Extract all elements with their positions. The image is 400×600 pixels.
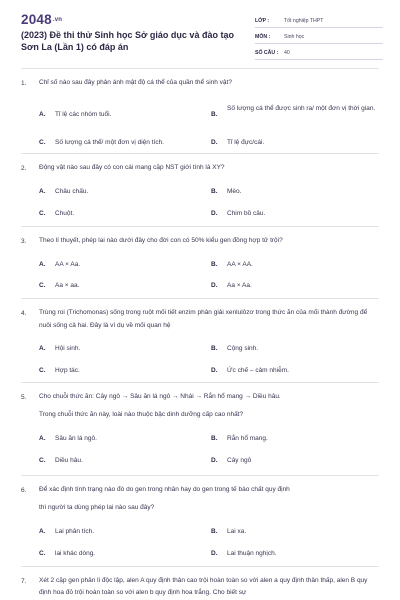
meta-row-count: [255, 46, 383, 60]
logo-suffix: .vn: [52, 17, 63, 24]
question-text: Động vật nào sau đây có con cái mang cặp NST giới tính là XY?: [39, 164, 225, 171]
divider: [21, 298, 379, 299]
meta-label: LỚP :: [255, 17, 270, 24]
question-number: 4.: [21, 310, 27, 317]
divider: [21, 566, 379, 567]
question-number: 3.: [21, 238, 27, 245]
meta-label: SỐ CÂU :: [255, 49, 279, 56]
exam-title: (2023) Đề thi thử Sinh học Sở giáo dục và đào tạo Sơn La (Lần 1) có đáp án: [21, 30, 234, 52]
question-number: 5.: [21, 394, 27, 401]
question-text: Xét 2 cặp gen phân li độc lập, alen A quy định thân cao trội hoàn toàn so với alen a quy định thân thấp, alen B quy định hoa đỏ trội hoàn toàn so với alen b quy định hoa trắng. Cho biết sự: [39, 577, 368, 596]
question-text: Trùng roi (Trichomonas) sống trong ruột mối tiết enzim phân giải xenlulôzơ trong thức ăn của mối thành đường để nuôi sống cả hai. Đây là ví dụ về mối quan hệ: [39, 309, 368, 329]
question-text-line2: thì người ta dùng phép lai nào sau đây?: [39, 504, 155, 511]
site-logo[interactable]: [21, 12, 62, 27]
question-text-line2: Trong chuỗi thức ăn này, loài nào thuộc bậc dinh dưỡng cấp cao nhất?: [39, 411, 244, 418]
divider: [21, 475, 379, 476]
page-header: [0, 0, 400, 62]
divider: [21, 226, 379, 227]
exam-meta: [255, 14, 383, 62]
question-number: 2.: [21, 165, 27, 172]
meta-value: 40: [284, 49, 290, 56]
question-text: Chỉ số nào sau đây phản ánh mật độ cá thể của quần thể sinh vật?: [39, 79, 232, 86]
question-text: Cho chuỗi thức ăn: Cây ngô → Sâu ăn lá ngô → Nhái → Rắn hổ mang → Diều hâu.: [39, 393, 281, 400]
meta-value: Tốt nghiệp THPT: [284, 17, 324, 24]
question-number: 6.: [21, 487, 27, 494]
question-text: Theo lí thuyết, phép lai nào dưới đây cho đời con có 50% kiểu gen đồng hợp tử trội?: [39, 237, 283, 244]
divider: [21, 153, 379, 154]
exam-page: 2048.vn (2023) Đề thi thử Sinh học Sở giáo dục và đào tạo Sơn La (Lần 1) có đáp án LỚP : Tốt nghiệp THPT MÔN : Sinh học SỐ CÂU : 40 1. Chỉ số nào sau đây phản ánh mật độ cá thể của quần thể sinh vật? A. Tỉ lệ các nhóm tuổi. B. Số lượng cá thể được sinh ra/ một đơn vị thời gian. C. Số lượng cá thể/ một đơn vị diện tích. D. Tỉ lệ đực/cái. 2. Động vật nào sau đây có con cái mang cặp NST giới tính là XY? A. Châu chấu. B. Mèo. C. Chuột. D. Chim bồ câu. 3. Theo lí thuyết, phép lai nào dưới đây cho đời con có 50% kiểu gen đồng hợp tử trội? A. AA × Aa. B. AA × AA. C. Aa × aa. D. Aa × Aa. 4. Trùng roi (Trichomonas) sống trong ruột mối tiết enzim phân giải xenlulôzơ trong thức ăn của mối thành đường để nuôi sống cả hai. Đây là ví dụ về mối quan hệ A. Hội sinh. B. Cộng sinh. C. Hợp tác. D. Ức chế – cảm nhiễm. 5. Cho chuỗi thức ăn: Cây ngô → Sâu ăn lá ngô → Nhái → Rắn hổ mang → Diều hâu. Trong chuỗi thức ăn này, loài nào thuộc bậc dinh dưỡng cấp cao nhất? A. Sâu ăn lá ngô. B. Rắn hổ mang. C. Diều hâu. D. Cây ngô 6. Để xác định tính trạng nào đó do gen trong nhân hay do gen trong tế bào chất quy định thì người ta dùng phép lai nào sau đây? A. Lai phân tích. B. Lai xa. C. lai khác dòng. D. Lai thuận nghịch. 7. Xét 2 cặp gen phân li độc lập, alen A quy định thân cao trội hoàn toàn so với alen a quy định thân thấp, alen B quy định hoa đỏ trội hoàn toàn so với alen b quy định hoa trắng. Cho biết sự: [0, 0, 400, 600]
question-number: 1.: [21, 80, 27, 87]
divider: [21, 68, 379, 69]
meta-row-subject: [255, 30, 383, 44]
question-text: Để xác định tính trạng nào đó do gen trong nhân hay do gen trong tế bào chất quy định: [39, 486, 290, 493]
logo-text: 2048: [21, 12, 52, 27]
question-number: 7.: [21, 578, 27, 585]
meta-value: Sinh học: [284, 33, 305, 40]
divider: [21, 382, 379, 383]
meta-row-class: [255, 14, 383, 28]
meta-label: MÔN :: [255, 33, 271, 40]
